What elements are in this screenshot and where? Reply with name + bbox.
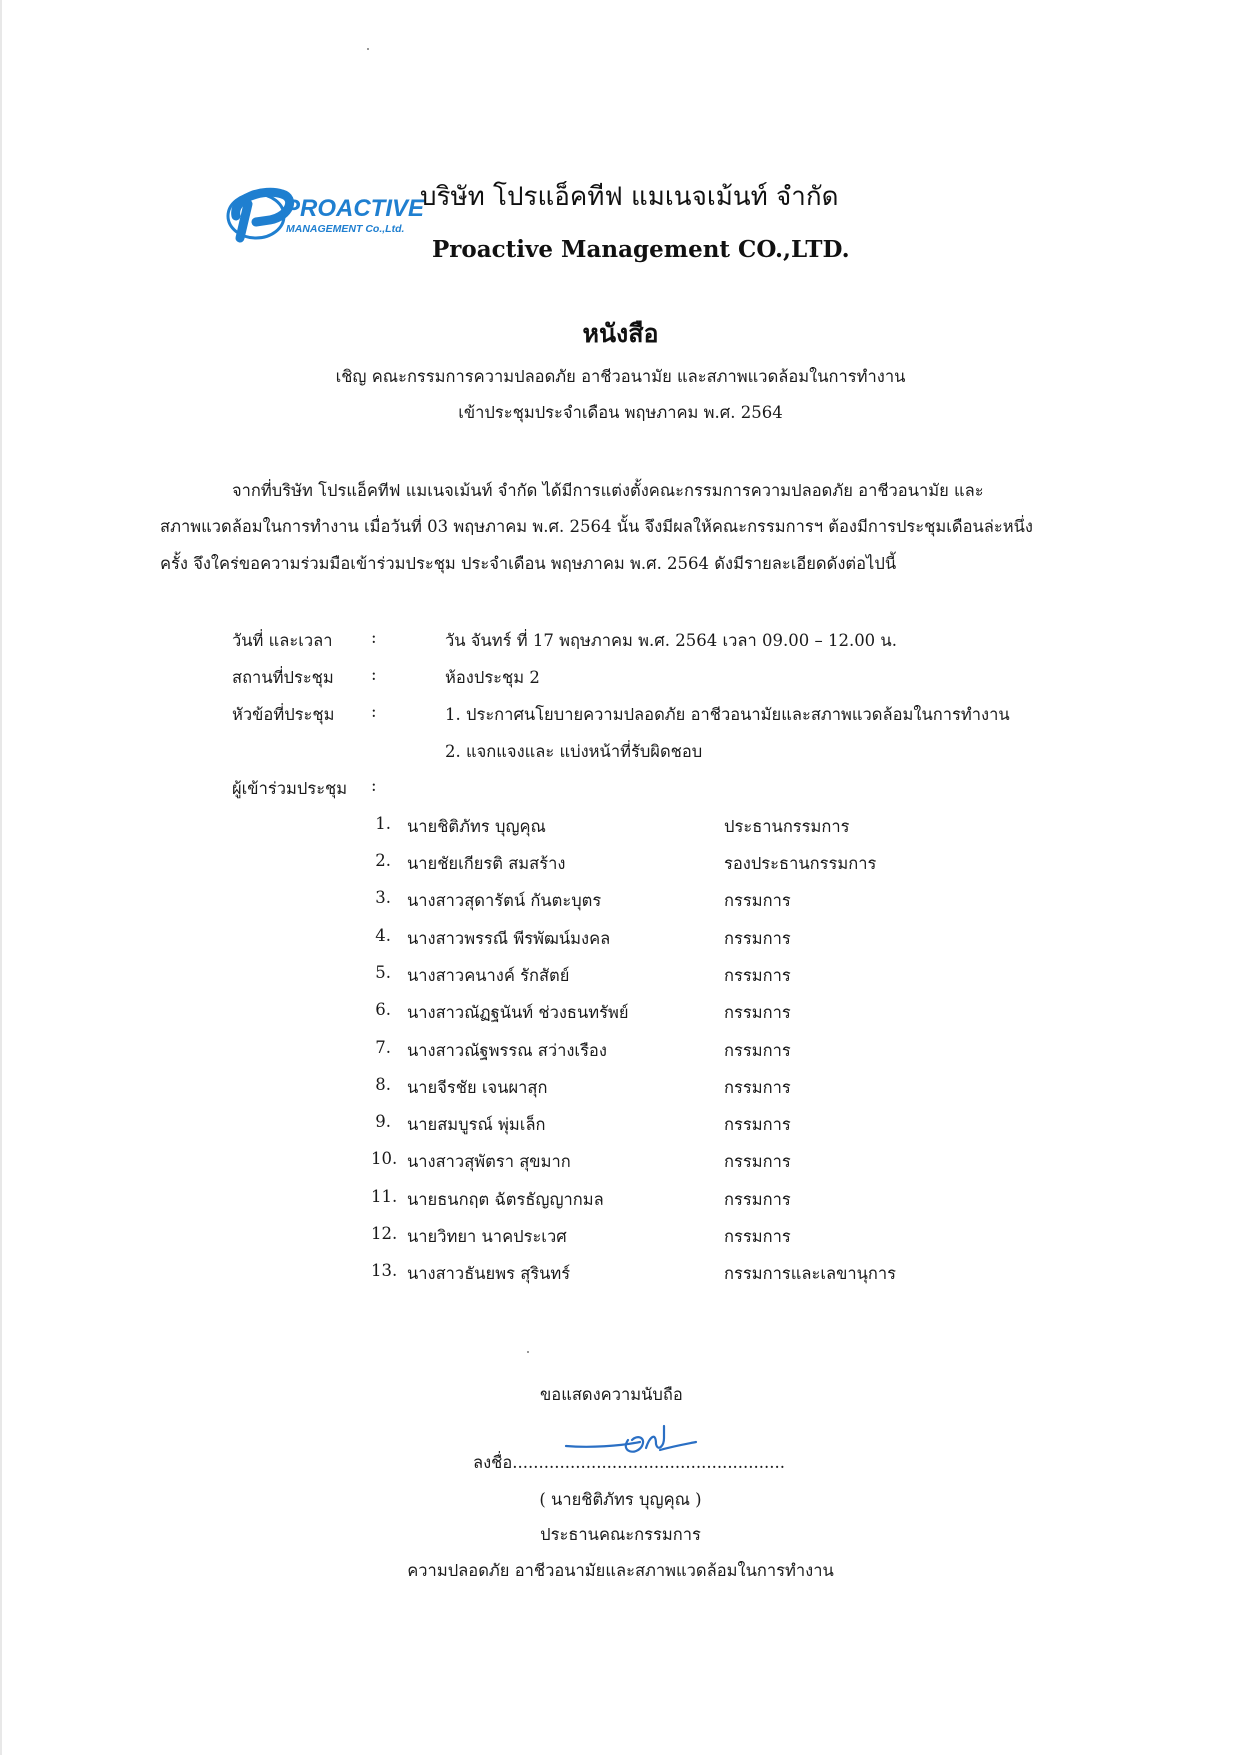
attendee-name: นายวิทยา นาคประเวศ (407, 1227, 567, 1246)
colon: : (371, 702, 377, 721)
attendee-role: กรรมการ (724, 1227, 791, 1246)
date-value: วัน จันทร์ ที่ 17 พฤษภาคม พ.ศ. 2564 เวลา 09.00 – 12.00 น. (445, 631, 897, 650)
colon: : (371, 628, 377, 647)
attendee-name: นางสาวสุดารัตน์ กันตะบุตร (407, 891, 602, 910)
attendee-name: นายธนกฤต ฉัตรธัญญากมล (407, 1190, 604, 1209)
attendee-role: กรรมการ (724, 1078, 791, 1097)
attendee-role: กรรมการและเลขานุการ (724, 1264, 897, 1283)
signer-name: ( นายชิติภัทร บุญคุณ ) (539, 1490, 702, 1509)
body-paragraph-line-2: สภาพแวดล้อมในการทำงาน เมื่อวันที่ 03 พฤษภาคม พ.ศ. 2564 นั้น จึงมีผลให้คณะกรรมการฯ ต้องมีการประชุมเดือนล่ะหนึ่ง (160, 517, 1033, 536)
attendees-label: ผู้เข้าร่วมประชุม (232, 779, 348, 798)
attendee-role: กรรมการ (724, 891, 791, 910)
attendee-name: นางสาวพรรณี พีรพัฒน์มงคล (407, 929, 611, 948)
body-paragraph-line-1: จากที่บริษัท โปรแอ็คทีฟ แมเนจเม้นท์ จำกัด ได้มีการแต่งตั้งคณะกรรมการความปลอดภัย อาชีวอนามัย และ (232, 481, 984, 500)
attendee-name: นางสาวณัฐพรรณ สว่างเรือง (407, 1041, 607, 1060)
company-logo (226, 186, 425, 244)
place-value: ห้องประชุม 2 (445, 668, 540, 687)
signature-line: ลงชื่อ.................................................... (473, 1453, 786, 1472)
date-label: วันที่ และเวลา (232, 631, 333, 650)
logo-text: PROACTIVE (284, 195, 425, 222)
closing-regards: ขอแสดงความนับถือ (540, 1385, 683, 1404)
attendee-name: นายสมบูรณ์ พุ่มเล็ก (407, 1115, 546, 1134)
document-title: หนังสือ (582, 319, 659, 348)
attendee-name: นางสาวคนางค์ รักสัตย์ (407, 966, 570, 985)
signer-position: ประธานคณะกรรมการ (540, 1525, 701, 1544)
attendee-name: นางสาวสุพัตรา สุขมาก (407, 1152, 571, 1171)
attendee-name: นางสาวธันยพร สุรินทร์ (407, 1264, 571, 1283)
colon: : (371, 665, 377, 684)
attendee-name: นางสาวณัฏฐนันท์ ช่วงธนทรัพย์ (407, 1003, 629, 1022)
topic-value-1: 1. ประกาศนโยบายความปลอดภัย อาชีวอนามัยและสภาพแวดล้อมในการทำงาน (445, 705, 1010, 724)
colon: : (371, 776, 377, 795)
attendee-role: กรรมการ (724, 1115, 791, 1134)
signer-committee: ความปลอดภัย อาชีวอนามัยและสภาพแวดล้อมในการทำงาน (407, 1561, 834, 1580)
attendee-name: นายชัยเกียรติ สมสร้าง (407, 854, 566, 873)
company-name-english: Proactive Management CO.,LTD. (432, 236, 850, 263)
attendee-role: กรรมการ (724, 1152, 791, 1171)
attendee-role: กรรมการ (724, 1003, 791, 1022)
attendee-role: กรรมการ (724, 966, 791, 985)
handwritten-signature (560, 1412, 700, 1464)
attendee-role: รองประธานกรรมการ (724, 854, 877, 873)
attendee-role: ประธานกรรมการ (724, 817, 850, 836)
topic-label: หัวข้อที่ประชุม (232, 705, 335, 724)
attendee-name: นายจีรชัย เจนผาสุก (407, 1078, 548, 1097)
subject-line-2: เข้าประชุมประจำเดือน พฤษภาคม พ.ศ. 2564 (458, 403, 783, 422)
attendee-role: กรรมการ (724, 1041, 791, 1060)
body-paragraph-line-3: ครั้ง จึงใคร่ขอความร่วมมือเข้าร่วมประชุม ประจำเดือน พฤษภาคม พ.ศ. 2564 ดังมีรายละเอียดดังต่อไปนี้ (160, 554, 897, 573)
logo-subtext: MANAGEMENT Co.,Ltd. (286, 223, 405, 235)
attendee-name: นายชิติภัทร บุญคุณ (407, 817, 546, 836)
letter-page: PROACTIVE MANAGEMENT Co.,Ltd. บริษัท โปรแอ็คทีฟ แมเนจเม้นท์ จำกัด Proactive Management CO.,LTD. หนังสือ เชิญ คณะกรรมการความปลอดภัย อาชีวอนามัย และสภาพแวดล้อมในการทำงาน เข้าประชุมประจำเดือน พฤษภาคม พ.ศ. 2564 จากที่บริษัท โปรแอ็คทีฟ แมเนจเม้นท์ จำกัด ได้มีการแต่งตั้งคณะกรรมการความปลอดภัย อาชีวอนามัย และ สภาพแวดล้อมในการทำงาน เมื่อวันที่ 03 พฤษภาคม พ.ศ. 2564 นั้น จึงมีผลให้คณะกรรมการฯ ต้องมีการประชุมเดือนล่ะหนึ่ง ครั้ง จึงใคร่ขอความร่วมมือเข้าร่วมประชุม ประจำเดือน พฤษภาคม พ.ศ. 2564 ดังมีรายละเอียดดังต่อไปนี้ วันที่ และเวลา : วัน จันทร์ ที่ 17 พฤษภาคม พ.ศ. 2564 เวลา 09.00 – 12.00 น. สถานที่ประชุม : ห้องประชุม 2 หัวข้อที่ประชุม : 1. ประกาศนโยบายความปลอดภัย อาชีวอนามัยและสภาพแวดล้อมในการทำงาน 2. แจกแจงและ แบ่งหน้าที่รับผิดชอบ ผู้เข้าร่วมประชุม : 1. นายชิติภัทร บุญคุณ ประธานกรรมการ 2. นายชัยเกียรติ สมสร้าง รองประธานกรรมการ 3. นางสาวสุดารัตน์ กันตะบุตร กรรมการ 4. นางสาวพรรณี พีรพัฒน์มงคล กรรมการ 5. นางสาวคนางค์ รักสัตย์ กรรมการ 6. นางสาวณัฏฐนันท์ ช่วงธนทรัพย์ กรรมการ 7. นางสาวณัฐพรรณ สว่างเรือง กรรมการ 8. นายจีรชัย เจนผาสุก กรรมการ 9. นายสมบูรณ์ พุ่มเล็ก กรรมการ 10. นางสาวสุพัตรา สุขมาก กรรมการ 11. นายธนกฤต ฉัตรธัญญากมล กรรมการ 12. นายวิทยา นาคประเวศ กรรมการ 13. นางสาวธันยพร สุรินทร์ กรรมการและเลขานุการ ขอแสดงความนับถือ ลงชื่อ.................................................... ( นายชิติภัทร บุญคุณ ) ประธานคณะกรรมการ ความปลอดภัย อาชีวอนามัยและสภาพแวดล้อมในการทำงาน (0, 0, 1241, 1755)
topic-value-2: 2. แจกแจงและ แบ่งหน้าที่รับผิดชอบ (445, 742, 703, 761)
subject-line-1: เชิญ คณะกรรมการความปลอดภัย อาชีวอนามัย และสภาพแวดล้อมในการทำงาน (335, 367, 906, 386)
attendee-role: กรรมการ (724, 929, 791, 948)
scan-speck (367, 48, 369, 50)
place-label: สถานที่ประชุม (232, 668, 334, 687)
scan-speck (527, 1351, 529, 1353)
company-name-thai: บริษัท โปรแอ็คทีฟ แมเนจเม้นท์ จำกัด (420, 182, 839, 212)
attendee-role: กรรมการ (724, 1190, 791, 1209)
